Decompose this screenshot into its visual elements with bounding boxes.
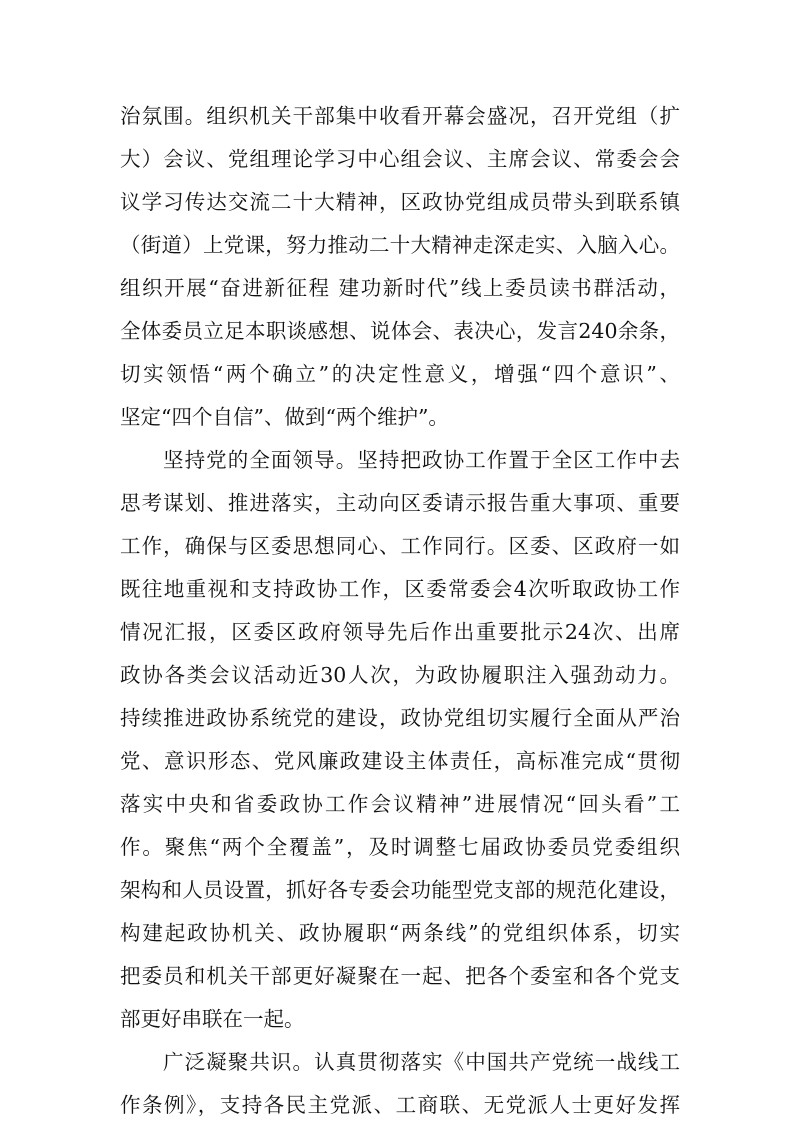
text-line: 全体委员立足本职谈感想、说体会、表决心，发言240余条， bbox=[120, 319, 680, 343]
text-line: 工作，确保与区委思想同心、工作同行。区委、区政府一如 bbox=[120, 534, 680, 558]
text-line: 把委员和机关干部更好凝聚在一起、把各个委室和各个党支 bbox=[120, 964, 680, 988]
text-line: 切实领悟“两个确立”的决定性意义，增强“四个意识”、 bbox=[120, 362, 680, 386]
text-line: 大）会议、党组理论学习中心组会议、主席会议、常委会会 bbox=[120, 147, 680, 171]
text-line: 组织开展“奋进新征程 建功新时代”线上委员读书群活动， bbox=[120, 276, 680, 300]
text-line: 议学习传达交流二十大精神，区政协党组成员带头到联系镇 bbox=[120, 190, 680, 214]
paragraph-heading-line: 坚持党的全面领导。坚持把政协工作置于全区工作中去 bbox=[163, 448, 680, 472]
text-line: 党、意识形态、党风廉政建设主体责任，高标准完成“贯彻 bbox=[120, 749, 680, 773]
text-line: 思考谋划、推进落实，主动向区委请示报告重大事项、重要 bbox=[120, 491, 680, 515]
text-line: 坚定“四个自信”、做到“两个维护”。 bbox=[120, 405, 449, 429]
text-line: 治氛围。组织机关干部集中收看开幕会盛况，召开党组（扩 bbox=[120, 104, 680, 128]
text-line: 作条例》，支持各民主党派、工商联、无党派人士更好发挥 bbox=[120, 1093, 680, 1117]
text-line: 架构和人员设置，抓好各专委会功能型党支部的规范化建设， bbox=[120, 878, 680, 902]
text-line: 部更好串联在一起。 bbox=[120, 1007, 305, 1031]
text-line: 作。聚焦“两个全覆盖”，及时调整七届政协委员党委组织 bbox=[120, 835, 680, 859]
text-line: 持续推进政协系统党的建设，政协党组切实履行全面从严治 bbox=[120, 706, 680, 730]
text-line: 政协各类会议活动近30人次，为政协履职注入强劲动力。 bbox=[120, 663, 680, 687]
text-line: 情况汇报，区委区政府领导先后作出重要批示24次、出席 bbox=[120, 620, 680, 644]
text-line: 构建起政协机关、政协履职“两条线”的党组织体系，切实 bbox=[120, 921, 680, 945]
text-line: （街道）上党课，努力推动二十大精神走深走实、入脑入心。 bbox=[120, 233, 680, 257]
text-line: 既往地重视和支持政协工作，区委常委会4次听取政协工作 bbox=[120, 577, 680, 601]
paragraph-heading-line: 广泛凝聚共识。认真贯彻落实《中国共产党统一战线工 bbox=[163, 1050, 680, 1074]
text-line: 落实中央和省委政协工作会议精神”进展情况“回头看”工 bbox=[120, 792, 680, 816]
